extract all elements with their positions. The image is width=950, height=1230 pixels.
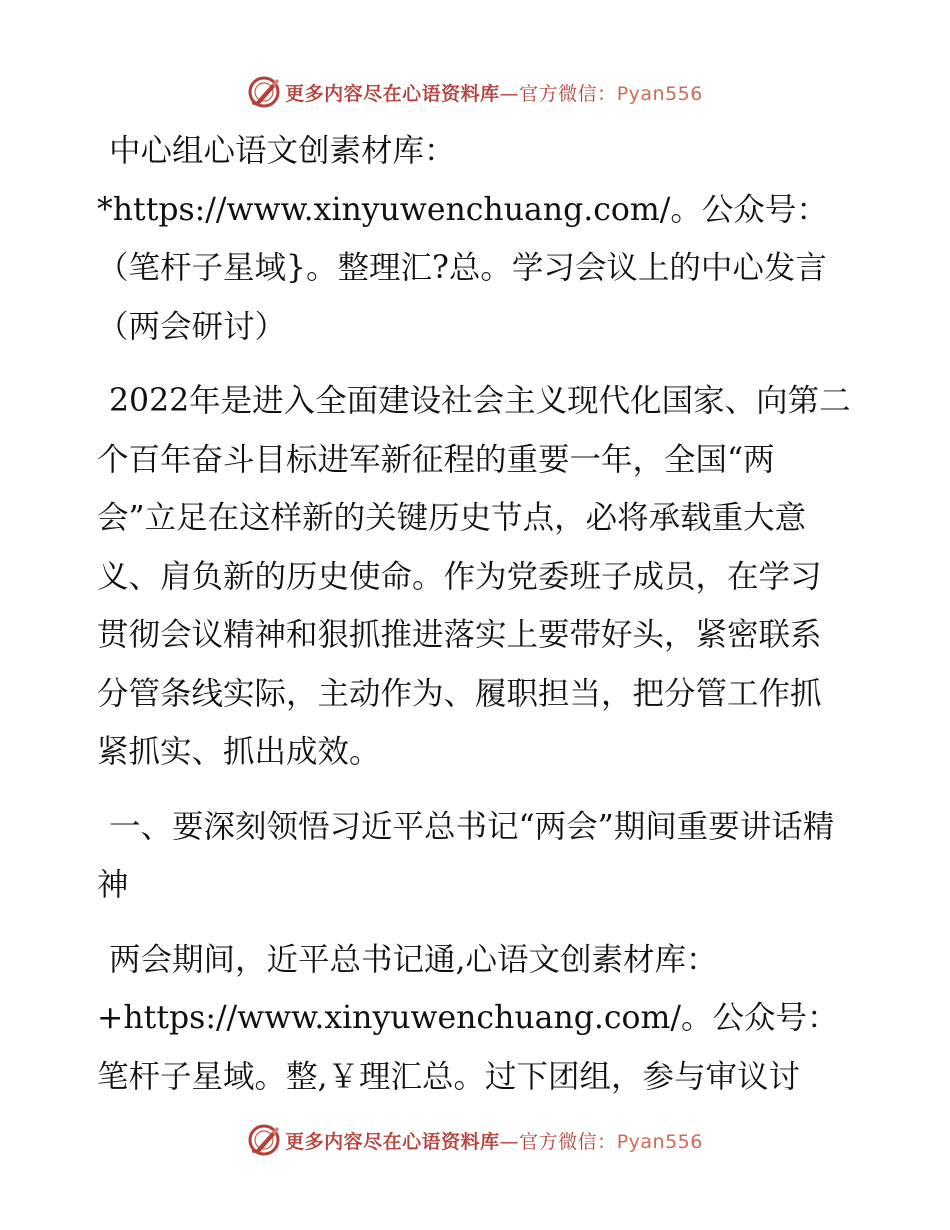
header-banner-main: 更多内容尽在心语资料库 bbox=[285, 82, 500, 105]
header-banner-label: 官方微信： bbox=[519, 82, 617, 105]
header-banner-text bbox=[285, 79, 703, 106]
footer-banner-wechat-id: Pyan556 bbox=[616, 1130, 703, 1153]
header-banner-dash: — bbox=[499, 82, 520, 105]
header-banner bbox=[0, 72, 950, 112]
footer-banner bbox=[0, 1120, 950, 1160]
paragraph-intro: 中心组心语文创素材库：*https://www.xinyuwenchuang.com/。公众号：（笔杆子星域}。整理汇?总。学习会议上的中心发言（两会研讨） bbox=[97, 133, 828, 345]
section-heading-1: 一、要深刻领悟习近平总书记“两会”期间重要讲话精神 bbox=[97, 808, 835, 903]
paragraph-section-1: 两会期间，近平总书记通,心语文创素材库：+https://www.xinyuwenchuang.com/。公众号：笔杆子星域。整,￥理汇总。过下团组，参与审议讨 bbox=[97, 941, 839, 1095]
footer-banner-main: 更多内容尽在心语资料库 bbox=[285, 1130, 500, 1153]
footer-banner-label: 官方微信： bbox=[519, 1130, 617, 1153]
header-banner-wechat-id: Pyan556 bbox=[616, 82, 703, 105]
paragraph-overview: 2022年是进入全面建设社会主义现代化国家、向第二个百年奋斗目标进军新征程的重要一年，全国“两会”立足在这样新的关键历史节点，必将承载重大意义、肩负新的历史使命。作为党委班子成员，在学习贯彻会议精神和狠抓推进落实上要带好头，紧密联系分管条线实际，主动作为、履职担当，把分管工作抓紧抓实、抓出成效。 bbox=[97, 383, 851, 770]
footer-banner-text bbox=[285, 1127, 703, 1154]
document-body bbox=[97, 122, 852, 1122]
footer-banner-dash: — bbox=[499, 1130, 520, 1153]
pen-seal-logo-icon bbox=[247, 1123, 281, 1157]
pen-seal-logo-icon bbox=[247, 75, 281, 109]
